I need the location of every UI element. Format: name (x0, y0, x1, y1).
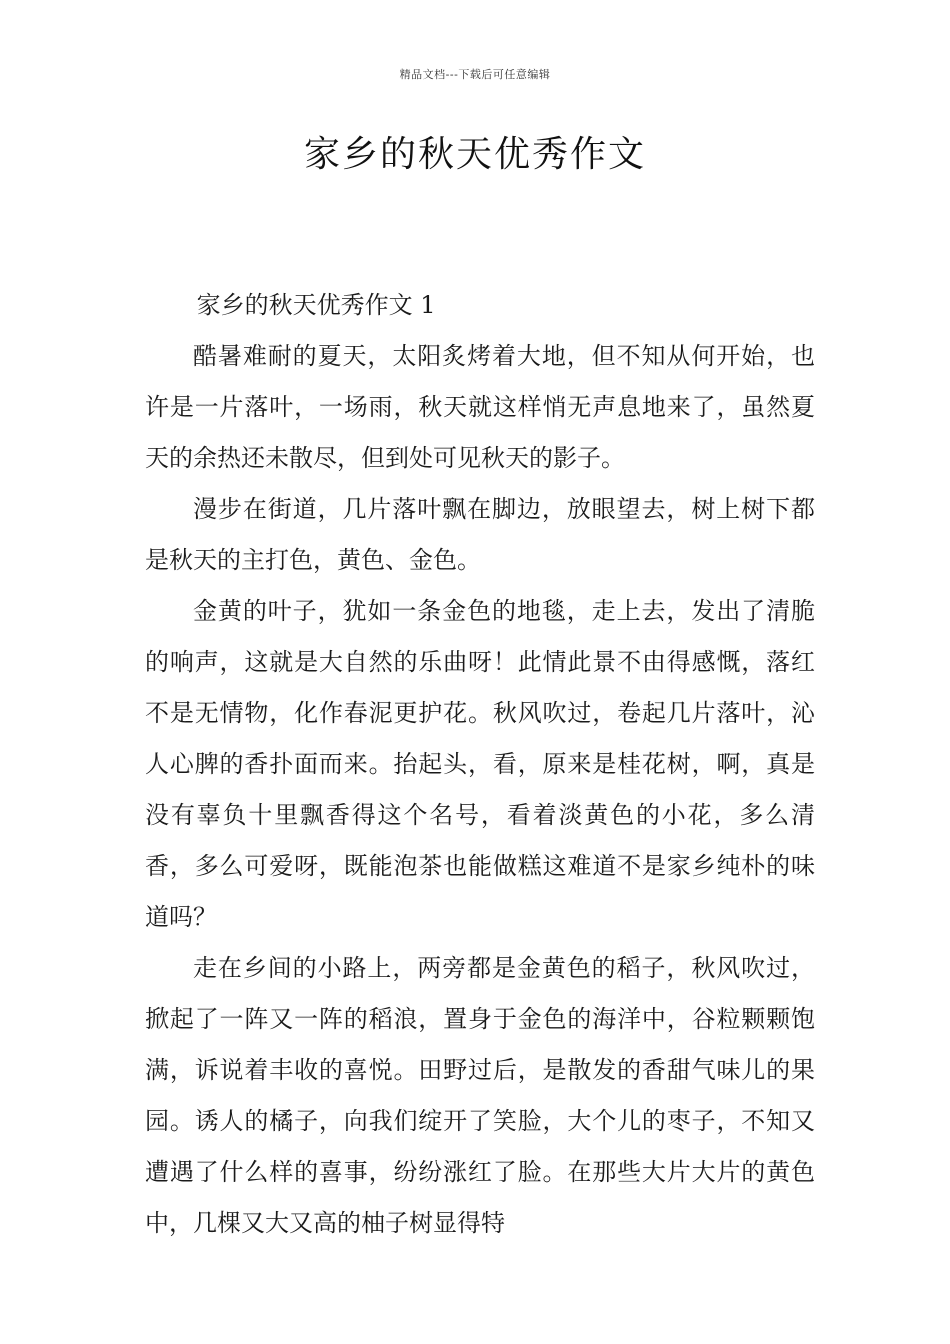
header-note: 精品文档---下载后可任意编辑 (399, 68, 551, 81)
paragraph: 酷暑难耐的夏天，太阳炙烤着大地，但不知从何开始，也许是一片落叶，一场雨，秋天就这样悄无声息地来了，虽然夏天的余热还未散尽，但到处可见秋天的影子。 (145, 342, 815, 472)
document-body (145, 280, 815, 1249)
paragraph: 走在乡间的小路上，两旁都是金黄色的稻子，秋风吹过，掀起了一阵又一阵的稻浪，置身于金色的海洋中，谷粒颗颗饱满，诉说着丰收的喜悦。田野过后，是散发的香甜气味儿的果园。诱人的橘子，向我们绽开了笑脸，大个儿的枣子，不知又遭遇了什么样的喜事，纷纷涨红了脸。在那些大片大片的黄色中，几棵又大又高的柚子树显得特 (145, 954, 815, 1237)
document-title: 家乡的秋天优秀作文 (303, 134, 646, 175)
paragraph: 漫步在街道，几片落叶飘在脚边，放眼望去，树上树下都是秋天的主打色，黄色、金色。 (145, 495, 815, 574)
section-heading: 家乡的秋天优秀作文 1 (196, 291, 436, 319)
paragraph: 金黄的叶子，犹如一条金色的地毯，走上去，发出了清脆的响声，这就是大自然的乐曲呀！此情此景不由得感慨，落红不是无情物，化作春泥更护花。秋风吹过，卷起几片落叶，沁人心脾的香扑面而来。抬起头，看，原来是桂花树，啊，真是没有辜负十里飘香得这个名号，看着淡黄色的小花，多么清香，多么可爱呀，既能泡茶也能做糕这难道不是家乡纯朴的味道吗？ (145, 597, 815, 931)
